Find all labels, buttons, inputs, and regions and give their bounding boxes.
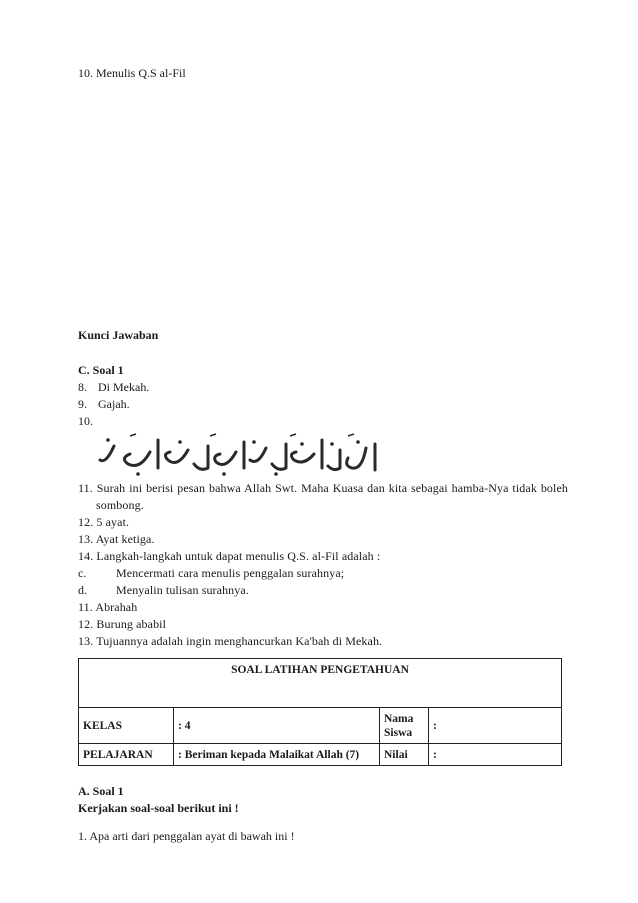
answer-item: [78, 514, 568, 531]
nilai-label: Nilai: [380, 744, 429, 766]
sub-item-letter: c.: [78, 566, 87, 580]
answer-number: 8.: [78, 380, 87, 394]
arabic-verse-image: [90, 430, 390, 480]
answer-item: [78, 616, 568, 633]
answer-list: [78, 480, 568, 650]
answer-number: 11.: [78, 481, 93, 495]
answer-text: Gajah.: [98, 397, 130, 411]
answer-number: 10.: [78, 414, 93, 428]
table-title: SOAL LATIHAN PENGETAHUAN: [79, 659, 562, 708]
nama-siswa-value: :: [429, 708, 562, 744]
answer-text: 5 ayat.: [96, 515, 130, 529]
answer-number: 9.: [78, 397, 87, 411]
answer-text: Di Mekah.: [98, 380, 150, 394]
answer-number: 13.: [78, 532, 94, 546]
answer-text: Burung ababil: [96, 617, 167, 631]
sub-item-letter: d.: [78, 583, 88, 597]
answer-item: [78, 414, 98, 429]
arabic-calligraphy-graphic: [90, 430, 390, 480]
pelajaran-label: PELAJARAN: [79, 744, 174, 766]
task-10-heading: 10. Menulis Q.S al-Fil: [78, 66, 186, 80]
answer-item: [78, 397, 130, 412]
answer-number: 14.: [78, 549, 94, 563]
nilai-value: :: [429, 744, 562, 766]
kelas-value: : 4: [174, 708, 380, 744]
answer-item: [78, 380, 149, 395]
pelajaran-value: : Beriman kepada Malaikat Allah (7): [174, 744, 380, 766]
answer-item: [78, 599, 568, 616]
nama-siswa-label: Nama Siswa: [380, 708, 429, 744]
answer-number: 12.: [78, 515, 94, 529]
sub-item-text: Menyalin tulisan surahnya.: [116, 583, 249, 597]
answer-item: [78, 531, 568, 548]
answer-key-heading: Kunci Jawaban: [78, 328, 159, 342]
sub-item: [78, 565, 568, 582]
answer-text: Surah ini berisi pesan bahwa Allah Swt. Maha Kuasa dan kita sebagai hamba-Nya tidak boleh sombong.: [96, 481, 568, 512]
sub-item: [78, 582, 568, 599]
question-1: 1. Apa arti dari penggalan ayat di bawah ini !: [78, 829, 295, 843]
answer-item: [78, 480, 568, 514]
answer-number: 11.: [78, 600, 93, 614]
answer-item: [78, 633, 568, 650]
section-c-heading: C. Soal 1: [78, 363, 124, 377]
answer-number: 12.: [78, 617, 94, 631]
answer-text: Langkah-langkah untuk dapat menulis Q.S. al-Fil adalah :: [96, 549, 381, 563]
answer-number: 13.: [78, 634, 94, 648]
answer-item: [78, 548, 568, 565]
answer-text: Tujuannya adalah ingin menghancurkan Ka'bah di Mekah.: [96, 634, 383, 648]
sub-item-text: Mencermati cara menulis penggalan surahnya;: [116, 566, 345, 580]
section-a-instruction: Kerjakan soal-soal berikut ini !: [78, 801, 239, 815]
exercise-info-table: [78, 658, 562, 766]
kelas-label: KELAS: [79, 708, 174, 744]
answer-text: Ayat ketiga.: [95, 532, 155, 546]
answer-text: Abrahah: [95, 600, 138, 614]
section-a-heading: A. Soal 1: [78, 784, 124, 798]
